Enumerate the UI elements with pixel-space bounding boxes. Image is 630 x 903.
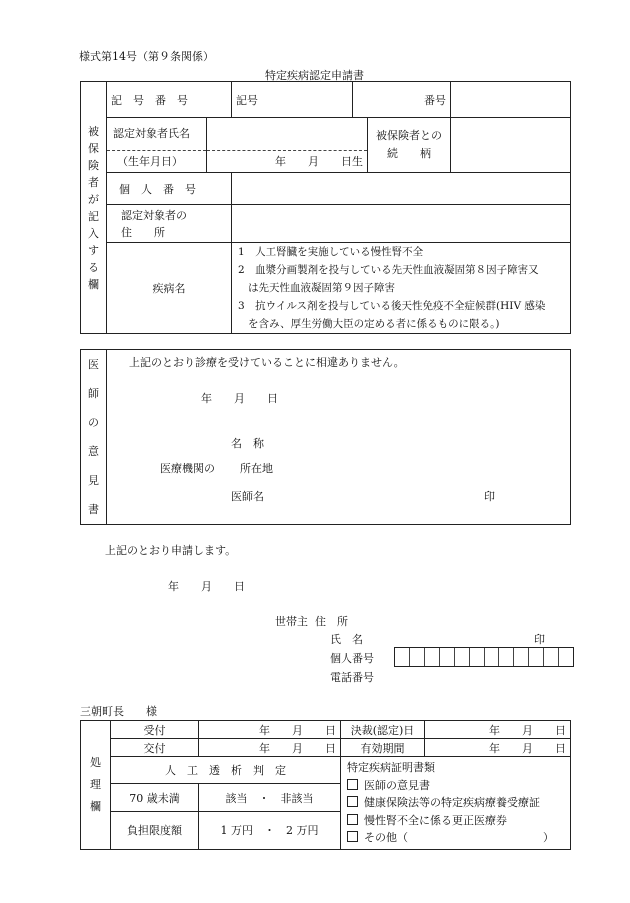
doctor-name-label: 医師名 [231,490,264,503]
received-date[interactable]: 年 月 日 [199,721,341,739]
issued-label: 交付 [111,739,199,757]
under70-label: 70 歳未満 [111,783,199,812]
personal-no-cells[interactable] [232,173,571,205]
addressee: 三朝町長 様 [80,705,157,718]
decision-label: 決裁(認定)日 [341,721,425,739]
valid-period-date[interactable]: 年 月 日 [425,739,571,757]
form-title: 特定疾病認定申請書 [265,69,364,82]
facility-location-label: 所在地 [240,462,273,475]
symbol-number-label: 記 号 番 号 [107,82,232,118]
doctor-side-label: 医師の意見書 [81,350,107,525]
application-date[interactable]: 年 月 日 [168,580,245,593]
address-field[interactable] [232,205,571,243]
checkbox-icon[interactable] [347,814,358,825]
valid-period-label: 有効期間 [341,739,425,757]
applicant-personal-no-label: 個人番号 [330,652,374,665]
doctor-seal: 印 [484,490,495,503]
number-cell: 番号 [353,82,451,118]
facility-label: 医療機関の [160,462,215,475]
processing-side-label: 処理欄 [81,721,111,850]
limit-options[interactable]: 1 万円 ・ 2 万円 [199,812,341,849]
cert-item[interactable]: 健康保険法等の特定疾病療養受療証 [347,794,564,812]
applicant-address-label: 住 所 [315,615,348,628]
name-birth-field[interactable]: 年 月 日生 [207,118,368,173]
name-birth-label: 認定対象者氏名 （生年月日） [107,118,207,173]
doctor-table [80,349,571,525]
doctor-statement: 上記のとおり診療を受けていることに相違ありません。 [129,356,405,369]
relation-label: 被保険者との 続 柄 [368,118,451,173]
insured-side-label: 被保険者が記入する欄 [81,82,107,334]
disease-label: 疾病名 [107,243,232,334]
issued-date[interactable]: 年 月 日 [199,739,341,757]
application-statement: 上記のとおり申請します。 [105,544,237,557]
address-label: 認定対象者の 住 所 [107,205,232,243]
personal-no-label: 個 人 番 号 [107,173,232,205]
cert-item[interactable]: 慢性腎不全に係る更正医療券 [347,812,564,830]
received-label: 受付 [111,721,199,739]
relation-field[interactable] [451,118,571,173]
cert-item[interactable]: 医師の意見書 [347,777,564,795]
facility-name-label: 名 称 [231,437,264,450]
doctor-opinion-area [107,350,571,525]
doctor-date[interactable]: 年 月 日 [201,392,278,405]
applicable-options[interactable]: 該当 ・ 非該当 [199,783,341,812]
limit-label: 負担限度額 [111,812,199,849]
household-head-label: 世帯主 [275,615,308,628]
number-value[interactable] [451,82,571,118]
applicant-seal: 印 [534,633,545,646]
disease-list: 1 人工腎臓を実施している慢性腎不全 2 血漿分画製剤を投与している先天性血液凝固第８因子障害又 は先天性血液凝固第９因子障害 3 抗ウイルス剤を投与している後天性免疫不全症候群(HIV 感染 を含み、厚生労働大臣の定める者に係るものに限る。) [232,243,571,334]
applicant-name-label: 氏 名 [330,633,363,646]
insured-table [80,81,571,334]
checkbox-icon[interactable] [347,779,358,790]
applicant-personal-no-cells[interactable] [394,647,574,667]
cert-documents [341,757,571,850]
form-number: 様式第14号（第９条関係） [79,50,214,63]
cert-item[interactable]: その他（ ） [347,829,564,847]
applicant-phone-label: 電話番号 [330,671,374,684]
decision-date[interactable]: 年 月 日 [425,721,571,739]
dialysis-label: 人 工 透 析 判 定 [111,757,341,784]
checkbox-icon[interactable] [347,831,358,842]
cert-title: 特定疾病証明書類 [347,761,435,774]
checkbox-icon[interactable] [347,796,358,807]
processing-table [80,720,571,850]
symbol-cell: 記号 [232,82,353,118]
